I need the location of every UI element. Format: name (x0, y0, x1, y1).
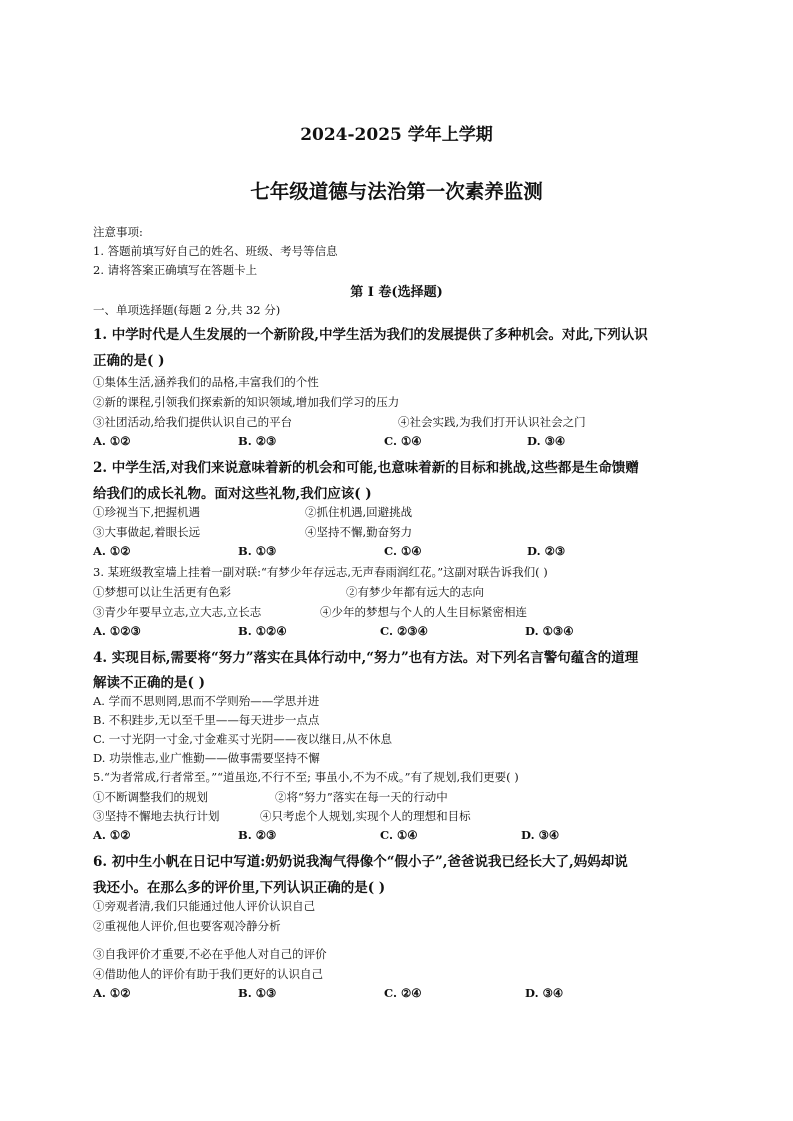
statement: ②重视他人评价,但也要客观冷静分析 (93, 919, 281, 933)
option-c: C. ②③④ (380, 624, 428, 638)
option-c: C. ①④ (380, 828, 418, 842)
option-c: C. ②④ (384, 986, 422, 1000)
option-d: D. ①③④ (525, 624, 574, 638)
year-title: 2024-2025 学年上学期 (300, 125, 493, 145)
question-stem: 5.“为者常成,行者常至。”“道虽迩,不行不至; 事虽小,不为不成。”有了规划,我们更要( ) (93, 770, 519, 784)
question-stem: 3. 某班级教室墙上挂着一副对联:“有梦少年存远志,无声春雨润红花。”这副对联告诉我们( ) (93, 565, 548, 579)
question-stem: 2. 中学生活,对我们来说意味着新的机会和可能,也意味着新的目标和挑战,这些都是生命馈赠 (93, 460, 639, 476)
statement: ④社会实践,为我们打开认识社会之门 (398, 415, 586, 429)
statement: ②有梦少年都有远大的志向 (346, 585, 484, 599)
statement: ①旁观者清,我们只能通过他人评价认识自己 (93, 899, 316, 913)
statement: ③社团活动,给我们提供认识自己的平台 (93, 415, 293, 429)
option-d: D. ③④ (527, 434, 566, 448)
statement: ③坚持不懈地去执行计划 (93, 809, 220, 823)
statement: ②将“努力”落实在每一天的行动中 (275, 790, 448, 804)
answer-option: C. 一寸光阴一寸金,寸金难买寸光阴——夜以继日,从不休息 (93, 732, 393, 746)
part-heading: 一、单项选择题(每题 2 分,共 32 分) (93, 303, 281, 317)
statement: ①珍视当下,把握机遇 (93, 505, 201, 519)
question-stem: 正确的是( ) (93, 353, 165, 369)
statement: ①集体生活,涵养我们的品格,丰富我们的个性 (93, 375, 319, 389)
option-c: C. ①④ (384, 434, 422, 448)
question-stem: 4. 实现目标,需要将“努力”落实在具体行动中,“努力”也有方法。对下列名言警句蕴含的道理 (93, 650, 639, 666)
answer-option: A. 学而不思则罔,思而不学则殆——学思并进 (93, 694, 320, 708)
statement: ③大事做起,着眼长远 (93, 525, 201, 539)
statement: ④少年的梦想与个人的人生目标紧密相连 (320, 605, 527, 619)
statement: ②抓住机遇,回避挑战 (305, 505, 413, 519)
option-a: A. ①② (93, 986, 131, 1000)
question-stem: 我还小。在那么多的评价里,下列认识正确的是( ) (93, 880, 386, 896)
question-stem: 1. 中学时代是人生发展的一个新阶段,中学生活为我们的发展提供了多种机会。对此,下列认识 (93, 327, 648, 343)
statement: ④只考虑个人规划,实现个人的理想和目标 (260, 809, 471, 823)
exam-title: 七年级道德与法治第一次素养监测 (250, 180, 543, 203)
statement: ②新的课程,引领我们探索新的知识领域,增加我们学习的压力 (93, 395, 400, 409)
question-stem: 给我们的成长礼物。面对这些礼物,我们应该( ) (93, 486, 372, 502)
option-a: A. ①②③ (93, 624, 141, 638)
statement: ④坚持不懈,勤奋努力 (305, 525, 413, 539)
option-d: D. ②③ (527, 544, 566, 558)
option-b: B. ①③ (238, 544, 277, 558)
note-item: 1. 答题前填写好自己的姓名、班级、考号等信息 (93, 244, 338, 258)
statement: ③青少年要早立志,立大志,立长志 (93, 605, 262, 619)
statement: ④借助他人的评价有助于我们更好的认识自己 (93, 967, 323, 981)
option-a: A. ①② (93, 434, 131, 448)
statement: ③自我评价才重要,不必在乎他人对自己的评价 (93, 947, 327, 961)
option-a: A. ①② (93, 544, 131, 558)
notes-heading: 注意事项: (93, 225, 143, 239)
option-d: D. ③④ (521, 828, 560, 842)
option-b: B. ①③ (238, 986, 277, 1000)
option-b: B. ②③ (238, 828, 277, 842)
answer-option: D. 功崇惟志,业广惟勤——做事需要坚持不懈 (93, 751, 320, 765)
statement: ①不断调整我们的规划 (93, 790, 208, 804)
section-title: 第 I 卷(选择题) (350, 285, 443, 300)
option-c: C. ①④ (384, 544, 422, 558)
option-d: D. ③④ (525, 986, 564, 1000)
statement: ①梦想可以让生活更有色彩 (93, 585, 231, 599)
question-stem: 解读不正确的是( ) (93, 675, 205, 691)
question-stem: 6. 初中生小帆在日记中写道:奶奶说我淘气得像个“假小子”,爸爸说我已经长大了,妈妈却说 (93, 854, 628, 870)
note-item: 2. 请将答案正确填写在答题卡上 (93, 263, 258, 277)
option-b: B. ①②④ (238, 624, 287, 638)
option-a: A. ①② (93, 828, 131, 842)
option-b: B. ②③ (238, 434, 277, 448)
answer-option: B. 不积跬步,无以至千里——每天进步一点点 (93, 713, 320, 727)
